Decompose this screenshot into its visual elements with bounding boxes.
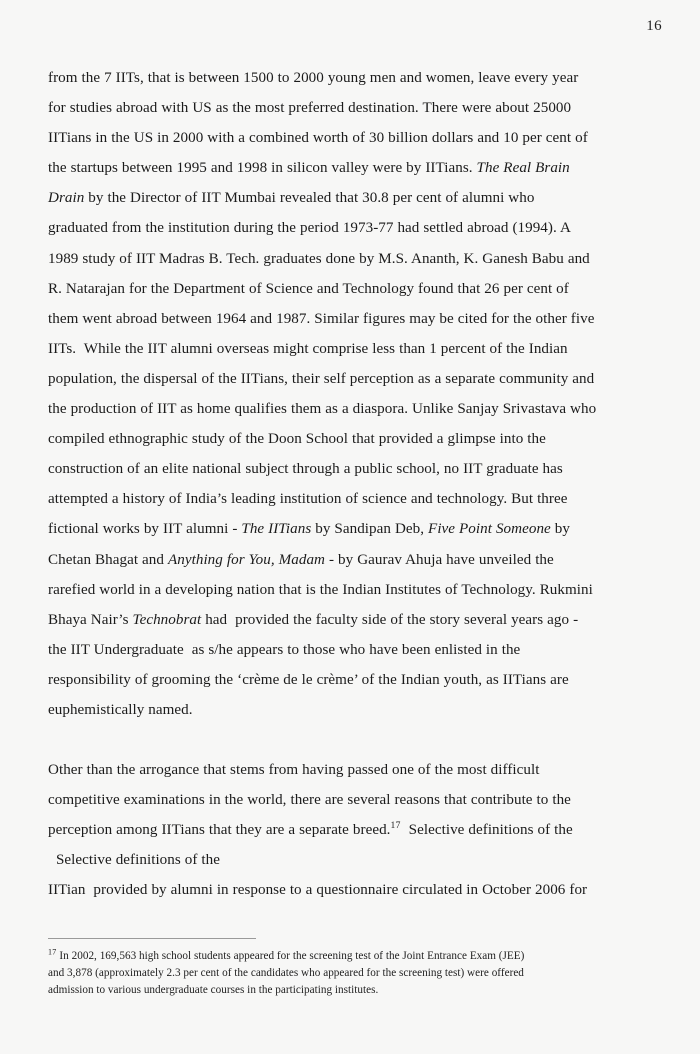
text-fragment: the startups between 1995 and 1998 in silicon valley were by IITians. — [48, 160, 477, 177]
page-number: 16 — [646, 18, 662, 34]
text-line: attempted a history of India’s leading institution of science and technology. But three — [48, 491, 568, 508]
footnote-section — [48, 938, 668, 998]
text-fragment: Selective definitions of the — [400, 822, 573, 839]
text-line: responsibility of grooming the ‘crème de le crème’ of the Indian youth, as IITians are — [48, 671, 569, 688]
text-line: construction of an elite national subject through a public school, no IIT graduate has — [48, 461, 563, 478]
footnote-reference-marker[interactable]: 17 — [390, 820, 401, 832]
body-text-block — [48, 63, 673, 906]
text-line — [48, 948, 668, 965]
text-fragment: perception among IITians that they are a separate breed. — [48, 822, 391, 839]
footnote-separator-rule — [48, 938, 256, 939]
text-line: them went abroad between 1964 and 1987. Similar figures may be cited for the other five — [48, 310, 595, 327]
text-line: graduated from the institution during the period 1973-77 had settled abroad (1994). A — [48, 220, 571, 237]
text-line — [48, 815, 673, 845]
italic-title: Anything for You, Madam — [167, 551, 326, 568]
italic-title: The Real Brain — [476, 160, 570, 177]
italic-title: The IITians — [241, 521, 312, 538]
text-line: for studies abroad with US as the most preferred destination. There were about 25000 — [48, 100, 572, 117]
text-line: euphemistically named. — [48, 701, 193, 718]
text-fragment: In 2002, 169,563 high school students appeared for the screening test of the Joint Entrance Exam (JEE) — [56, 950, 525, 962]
italic-title: Five Point Someone — [428, 521, 551, 538]
text-line: population, the dispersal of the IITians, their self perception as a separate community and — [48, 370, 595, 387]
text-line: 1989 study of IIT Madras B. Tech. graduates done by M.S. Ananth, K. Ganesh Babu and — [48, 250, 590, 267]
text-line: R. Natarajan for the Department of Science and Technology found that 26 per cent of — [48, 280, 569, 297]
text-fragment: by the Director of IIT Mumbai revealed that 30.8 per cent of alumni who — [84, 190, 535, 207]
text-line: Selective definitions of the — [48, 852, 221, 869]
text-line — [48, 605, 673, 635]
text-line: IITian provided by alumni in response to a questionnaire circulated in October 2006 for — [48, 882, 588, 899]
text-line: admission to various undergraduate courses in the participating institutes. — [48, 983, 379, 996]
text-fragment: by — [550, 521, 570, 538]
text-line: IITians in the US in 2000 with a combined worth of 30 billion dollars and 10 per cent of — [48, 130, 588, 147]
text-line — [48, 514, 673, 544]
text-line: rarefied world in a developing nation that is the Indian Institutes of Technology. Rukmini — [48, 581, 593, 598]
paragraph-2 — [48, 755, 673, 905]
italic-title: Drain — [48, 190, 85, 207]
paragraph-1 — [48, 63, 673, 725]
text-line: the production of IIT as home qualifies them as a diaspora. Unlike Sanjay Srivastava who — [48, 401, 597, 418]
text-fragment: had provided the faculty side of the story several years ago - — [201, 611, 579, 628]
text-line: and 3,878 (approximately 2.3 per cent of the candidates who appeared for the screening test) were offered — [48, 966, 524, 979]
text-fragment: Bhaya Nair’s — [48, 611, 133, 628]
footnote-body — [48, 948, 668, 998]
text-line — [48, 153, 673, 183]
text-fragment: fictional works by IIT alumni - — [48, 521, 242, 538]
text-line: IITs. While the IIT alumni overseas might comprise less than 1 percent of the Indian — [48, 340, 568, 357]
text-fragment: - by Gaurav Ahuja have unveiled the — [325, 551, 554, 568]
text-fragment: by Sandipan Deb, — [311, 521, 429, 538]
text-line: from the 7 IITs, that is between 1500 to 2000 young men and women, leave every year — [48, 70, 579, 86]
text-line: compiled ethnographic study of the Doon School that provided a glimpse into the — [48, 431, 546, 448]
footnote-number: 17 — [48, 947, 57, 957]
italic-title: Technobrat — [132, 611, 202, 628]
text-fragment: Chetan Bhagat and — [48, 551, 168, 568]
text-line: Other than the arrogance that stems from having passed one of the most difficult — [48, 762, 540, 779]
text-line — [48, 183, 673, 213]
text-line: competitive examinations in the world, there are several reasons that contribute to the — [48, 792, 571, 809]
text-line — [48, 545, 673, 575]
text-line: the IIT Undergraduate as s/he appears to those who have been enlisted in the — [48, 641, 521, 658]
